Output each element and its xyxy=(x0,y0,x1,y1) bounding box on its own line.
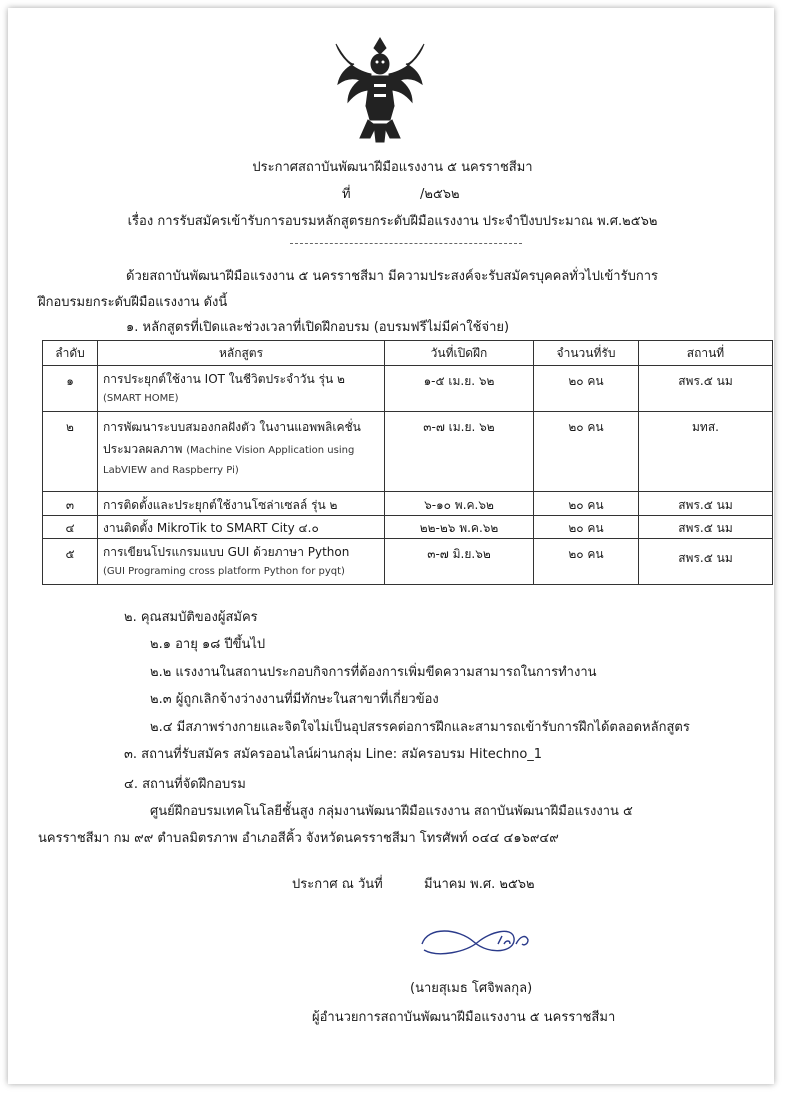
col-header-no: ลำดับ xyxy=(43,341,98,366)
cell-date: ๒๒-๒๖ พ.ค.๖๒ xyxy=(385,516,534,539)
number-value: /๒๕๖๒ xyxy=(420,187,460,202)
course-title-en-part: (Machine Vision Application using xyxy=(186,445,355,456)
venue-line-2: นครราชสีมา กม ๙๙ ตำบลมิตรภาพ อำเภอสีคิ้ว จังหวัดนครราชสีมา โทรศัพท์ ๐๔๔ ๔๑๖๙๔๙ xyxy=(38,831,559,846)
section-1-heading: ๑. หลักสูตรที่เปิดและช่วงเวลาที่เปิดฝึกอบรม (อบรมฟรีไม่มีค่าใช้จ่าย) xyxy=(126,320,510,335)
table-row xyxy=(43,516,773,539)
cell-no: ๕ xyxy=(43,539,98,585)
section-2-heading: ๒. คุณสมบัติของผู้สมัคร xyxy=(124,610,258,625)
qualification-item: ๒.๒ แรงงานในสถานประกอบกิจการที่ต้องการเพิ่มขีดความสามารถในการทำงาน xyxy=(150,665,597,680)
intro-line-1: ด้วยสถาบันพัฒนาฝีมือแรงงาน ๕ นครราชสีมา มีความประสงค์จะรับสมัครบุคคลทั่วไปเข้ารับการ xyxy=(126,269,658,284)
course-title-en: LabVIEW and Raspberry Pi) xyxy=(103,465,239,476)
cell-count: ๒๐ คน xyxy=(534,412,639,492)
section-4-heading: ๔. สถานที่จัดฝึกอบรม xyxy=(124,777,246,792)
cell-course xyxy=(98,539,385,585)
cell-date: ๓-๗ เม.ย. ๖๒ xyxy=(385,412,534,492)
venue-line-1: ศูนย์ฝึกอบรมเทคโนโลยีชั้นสูง กลุ่มงานพัฒนาฝีมือแรงงาน สถาบันพัฒนาฝีมือแรงงาน ๕ xyxy=(150,804,633,819)
table-row xyxy=(43,539,773,585)
announce-label: ประกาศ ณ วันที่ xyxy=(292,877,383,892)
qualification-item: ๒.๔ มีสภาพร่างกายและจิตใจไม่เป็นอุปสรรคต่อการฝึกและสามารถเข้ารับการฝึกได้ตลอดหลักสูตร xyxy=(150,720,690,735)
signer-name: (นายสุเมธ โศจิพลกุล) xyxy=(410,981,533,996)
course-title-en: (SMART HOME) xyxy=(103,393,179,404)
cell-date: ๓-๗ มิ.ย.๖๒ xyxy=(385,539,534,585)
col-header-place: สถานที่ xyxy=(639,341,773,366)
cell-count: ๒๐ คน xyxy=(534,516,639,539)
col-header-date: วันที่เปิดฝึก xyxy=(385,341,534,366)
table-header-row xyxy=(43,341,773,366)
cell-date: ๖-๑๐ พ.ค.๖๒ xyxy=(385,492,534,516)
cell-course: งานติดตั้ง MikroTik to SMART City ๔.๐ xyxy=(98,516,385,539)
cell-place: สพร.๕ นม xyxy=(639,492,773,516)
cell-no: ๔ xyxy=(43,516,98,539)
announce-date: มีนาคม พ.ศ. ๒๕๖๒ xyxy=(424,877,535,892)
intro-line-2: ฝึกอบรมยกระดับฝีมือแรงงาน ดังนี้ xyxy=(38,295,228,310)
number-label: ที่ xyxy=(342,187,351,202)
signature-icon xyxy=(418,922,538,960)
cell-date: ๑-๕ เม.ย. ๖๒ xyxy=(385,366,534,412)
course-title-cont: ประมวลผลภาพ xyxy=(103,442,183,456)
divider xyxy=(290,243,522,244)
subject-line: เรื่อง การรับสมัครเข้ารับการอบรมหลักสูตรยกระดับฝีมือแรงงาน ประจำปีงบประมาณ พ.ศ.๒๕๖๒ xyxy=(127,214,658,229)
cell-no: ๒ xyxy=(43,412,98,492)
cell-place: สพร.๕ นม xyxy=(639,366,773,412)
table-row xyxy=(43,366,773,412)
col-header-course: หลักสูตร xyxy=(98,341,385,366)
course-title: การเขียนโปรแกรมแบบ GUI ด้วยภาษา Python xyxy=(103,545,350,559)
col-header-count: จำนวนที่รับ xyxy=(534,341,639,366)
cell-place: สพร.๕ นม xyxy=(639,539,773,585)
section-3-registration: ๓. สถานที่รับสมัคร สมัครออนไลน์ผ่านกลุ่ม Line: สมัครอบรม Hitechno_1 xyxy=(124,747,543,762)
cell-no: ๓ xyxy=(43,492,98,516)
course-title-en: (GUI Programing cross platform Python for pyqt) xyxy=(103,566,345,577)
cell-count: ๒๐ คน xyxy=(534,492,639,516)
cell-place: มทส. xyxy=(639,412,773,492)
cell-no: ๑ xyxy=(43,366,98,412)
course-table xyxy=(42,340,773,585)
qualification-item: ๒.๓ ผู้ถูกเลิกจ้างว่างงานที่มีทักษะในสาขาที่เกี่ยวข้อง xyxy=(150,692,439,707)
signer-position: ผู้อำนวยการสถาบันพัฒนาฝีมือแรงงาน ๕ นครราชสีมา xyxy=(312,1010,616,1025)
garuda-emblem-icon xyxy=(332,34,428,146)
cell-count: ๒๐ คน xyxy=(534,539,639,585)
course-title-line-2 xyxy=(103,438,379,461)
cell-course xyxy=(98,366,385,412)
cell-course xyxy=(98,412,385,492)
cell-course: การติดตั้งและประยุกต์ใช้งานโซล่าเซลล์ รุ่น ๒ xyxy=(98,492,385,516)
table-row xyxy=(43,412,773,492)
announcement-title: ประกาศสถาบันพัฒนาฝีมือแรงงาน ๕ นครราชสีมา xyxy=(252,160,533,175)
course-title: การพัฒนาระบบสมองกลฝังตัว ในงานแอพพลิเคชั่น xyxy=(103,420,361,434)
cell-place: สพร.๕ นม xyxy=(639,516,773,539)
qualification-item: ๒.๑ อายุ ๑๘ ปีขึ้นไป xyxy=(150,637,266,652)
table-row xyxy=(43,492,773,516)
course-title: การประยุกต์ใช้งาน IOT ในชีวิตประจำวัน รุ่น ๒ xyxy=(103,372,345,386)
cell-count: ๒๐ คน xyxy=(534,366,639,412)
